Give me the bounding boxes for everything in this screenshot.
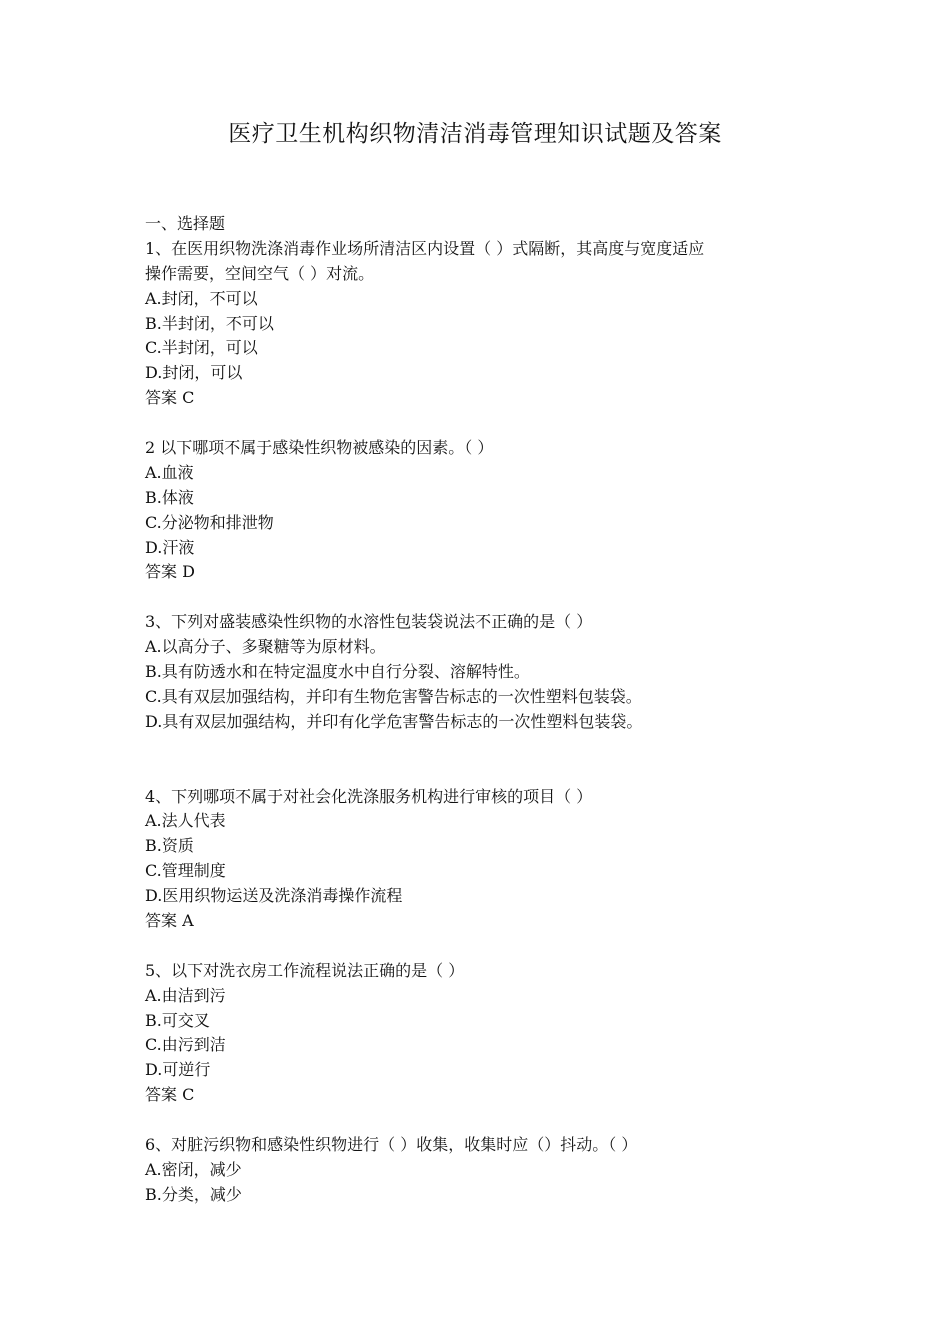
- question-1-stem-line-1: 1、在医用织物洗涤消毒作业场所清洁区内设置（ ）式隔断，其高度与宽度适应: [145, 238, 705, 258]
- question-5-option-d: D.可逆行: [145, 1060, 211, 1080]
- question-1-stem-line-2: 操作需要，空间空气（ ）对流。: [145, 263, 375, 283]
- question-2: [145, 436, 825, 585]
- question-2-option-a: A.血液: [145, 462, 194, 482]
- document-title: 医疗卫生机构织物清洁消毒管理知识试题及答案: [228, 121, 722, 147]
- question-2-answer: 答案 D: [145, 562, 195, 582]
- question-2-option-d: D.汗液: [145, 537, 195, 557]
- question-5-option-c: C.由污到洁: [145, 1035, 226, 1055]
- question-5-option-a: A.由洁到污: [145, 985, 226, 1005]
- question-6: [145, 1133, 825, 1208]
- question-4-option-a: A.法人代表: [145, 811, 226, 831]
- question-1-option-c: C.半封闭，可以: [145, 338, 258, 358]
- question-3-stem: 3、下列对盛装感染性织物的水溶性包装袋说法不正确的是（ ）: [145, 612, 593, 632]
- question-3-option-b: B.具有防透水和在特定温度水中自行分裂、溶解特性。: [145, 662, 530, 682]
- document-body: [145, 212, 825, 1208]
- question-3: [145, 610, 825, 734]
- question-1: [145, 237, 825, 411]
- question-1-option-a: A.封闭，不可以: [145, 288, 258, 308]
- question-5-answer: 答案 C: [145, 1085, 195, 1105]
- question-2-option-c: C.分泌物和排泄物: [145, 512, 274, 532]
- question-3-option-c: C.具有双层加强结构，并印有生物危害警告标志的一次性塑料包装袋。: [145, 686, 642, 706]
- question-6-stem: 6、对脏污织物和感染性织物进行（ ）收集，收集时应（）抖动。（ ）: [145, 1134, 638, 1154]
- question-2-stem: 2 以下哪项不属于感染性织物被感染的因素。（ ）: [145, 438, 494, 458]
- question-4-stem: 4、下列哪项不属于对社会化洗涤服务机构进行审核的项目（ ）: [145, 786, 593, 806]
- question-5: [145, 959, 825, 1108]
- question-4-option-d: D.医用织物运送及洗涤消毒操作流程: [145, 886, 403, 906]
- question-6-option-a: A.密闭，减少: [145, 1159, 242, 1179]
- question-4-answer: 答案 A: [145, 910, 194, 930]
- question-2-option-b: B.体液: [145, 487, 194, 507]
- question-5-option-b: B.可交叉: [145, 1010, 210, 1030]
- question-1-answer: 答案 C: [145, 388, 195, 408]
- question-4: [145, 785, 825, 934]
- question-6-option-b: B.分类，减少: [145, 1184, 242, 1204]
- section-heading: 一、选择题: [145, 214, 226, 233]
- question-1-option-b: B.半封闭，不可以: [145, 313, 274, 333]
- question-3-option-d: D.具有双层加强结构，并印有化学危害警告标志的一次性塑料包装袋。: [145, 711, 643, 731]
- question-4-option-c: C.管理制度: [145, 861, 226, 881]
- question-5-stem: 5、以下对洗衣房工作流程说法正确的是（ ）: [145, 960, 465, 980]
- question-4-option-b: B.资质: [145, 836, 194, 856]
- question-1-option-d: D.封闭，可以: [145, 363, 243, 383]
- question-3-option-a: A.以高分子、多聚糖等为原材料。: [145, 637, 386, 657]
